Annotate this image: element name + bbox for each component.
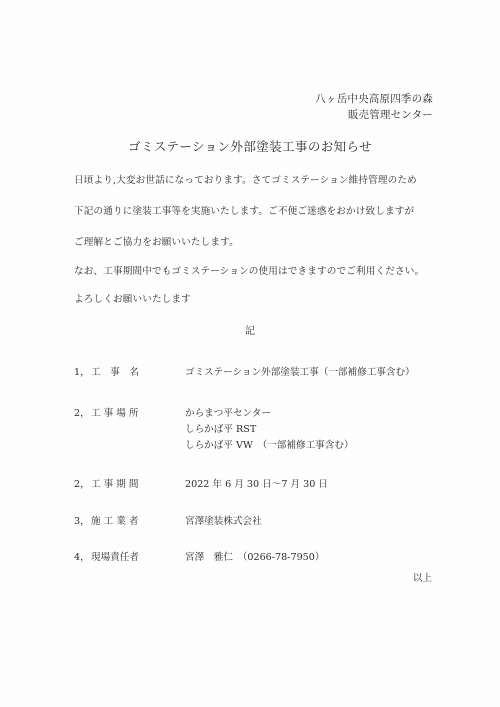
org-department: 販売管理センター <box>347 109 433 121</box>
body-line-3: ご理解とご協力をお願いいたします。 <box>74 237 239 248</box>
item-label-contractor: 施 工 業 者 <box>91 516 139 527</box>
body-line-2: 下記の通りに塗装工事等を実施いたします。ご不便ご迷惑をおかけ致しますが <box>74 206 415 217</box>
item-number: 2， <box>74 479 90 490</box>
item-value-work-period: 2022 年 6 月 30 日～7 月 30 日 <box>185 479 328 490</box>
closing-ijo: 以上 <box>412 573 432 584</box>
item-number: 3， <box>74 516 90 527</box>
body-line-1: 日頃より,大変お世話になっております。さてゴミステーション維持管理のため <box>74 175 417 186</box>
item-value-location-3: しらかば平 VW （一部補修工事含む） <box>185 440 354 451</box>
item-number: 1， <box>74 367 90 378</box>
item-value-location-1: からまつ平センター <box>185 408 271 419</box>
item-number: 4， <box>74 552 90 563</box>
body-line-5: よろしくお願いいたします <box>74 294 191 305</box>
item-value-work-name: ゴミステーション外部塗装工事（一部補修工事含む） <box>185 367 415 378</box>
org-name: 八ヶ岳中央高原四季の森 <box>315 93 433 105</box>
item-number: 2， <box>74 408 90 419</box>
item-label-work-period: 工 事 期 間 <box>91 479 139 490</box>
body-line-4: なお、工事期間中でもゴミステーションの使用はできますのでご利用ください。 <box>74 266 425 277</box>
item-value-contractor: 宮澤塗装株式会社 <box>185 516 262 527</box>
item-label-work-name: 工 事 名 <box>91 367 139 378</box>
item-value-location-2: しらかば平 RST <box>185 424 257 435</box>
ki-heading: 記 <box>245 326 255 337</box>
page-title: ゴミステーション外部塗装工事のお知らせ <box>128 139 372 154</box>
item-value-site-manager: 宮澤 雅仁 （0266-78-7950） <box>185 552 325 563</box>
item-label-work-location: 工 事 場 所 <box>91 408 139 419</box>
item-label-site-manager: 現場責任者 <box>91 552 139 563</box>
